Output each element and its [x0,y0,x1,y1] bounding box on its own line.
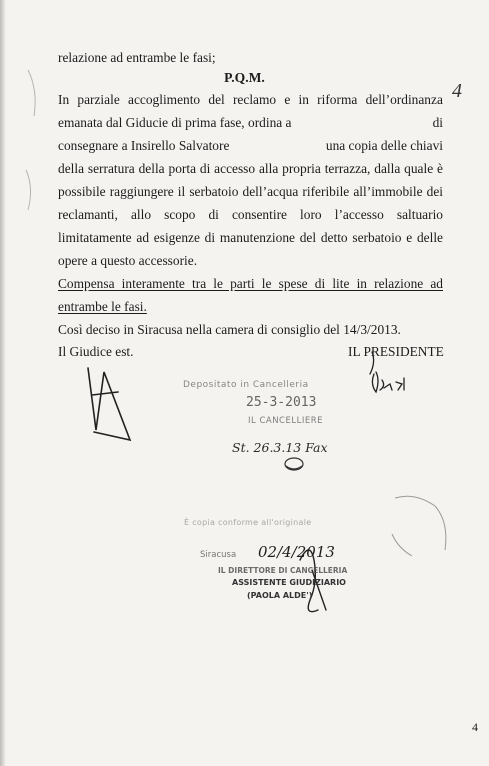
text-line: possibile raggiungere il serbatoio dell’acqua riferibile all’immobile dei [58,184,443,199]
text-line: della serratura della porta di accesso alla propria terrazza, dalla quale è [58,161,443,176]
deposit-stamp-header: Depositato in Cancelleria [183,380,309,390]
margin-page-mark: 4 [452,80,462,102]
text-line: Compensa interamente tra le parti le spese di lite in relazione ad [58,276,443,291]
text-line: reclamanti, allo scopo di consentire loro l’accesso saltuario [58,207,443,222]
text-line: consegnare a Insirello Salvatore una copia delle chiavi [58,138,443,153]
text-line: limitatamente ad esigenze di manutenzione del detto serbatoio e delle [58,230,443,245]
pqm-heading: P.Q.M. [224,70,265,85]
copy-stamp-name: (PAOLA ALDE') [247,591,313,600]
text-line: opere a questo accessorie. [58,253,198,268]
text-line: entrambe le fasi. [58,299,147,314]
previous-line: relazione ad entrambe le fasi; [58,50,216,65]
judge-signature [88,368,130,440]
deposit-circle-mark [285,458,303,470]
handwritten-note: St. 26.3.13 Fax [232,440,328,455]
copy-stamp-city: Siracusa [200,550,237,560]
copy-stamp-line: È copia conforme all'originale [184,518,312,527]
president-label: IL PRESIDENTE [348,344,444,359]
judge-label: Il Giudice est. [58,344,134,359]
decision-place-date: Così deciso in Siracusa nella camera di consiglio del 14/3/2013. [58,322,401,337]
copy-stamp-role: ASSISTENTE GIUDIZIARIO [232,578,346,587]
round-seal-left [26,70,35,210]
page-number: 4 [472,720,478,734]
copy-stamp-date: 02/4/2013 [258,543,335,561]
round-seal-right [392,496,446,556]
president-signature [370,352,404,392]
text-line: In parziale accoglimento del reclamo e in riforma dell’ordinanza [58,92,443,107]
deposit-stamp-cancelliere: IL CANCELLIERE [248,416,323,426]
text-line: emanata dal Giducie di prima fase, ordina a di [58,115,443,130]
deposit-stamp-date: 25-3-2013 [246,395,317,410]
copy-stamp-office: IL DIRETTORE DI CANCELLERIA [218,566,348,575]
